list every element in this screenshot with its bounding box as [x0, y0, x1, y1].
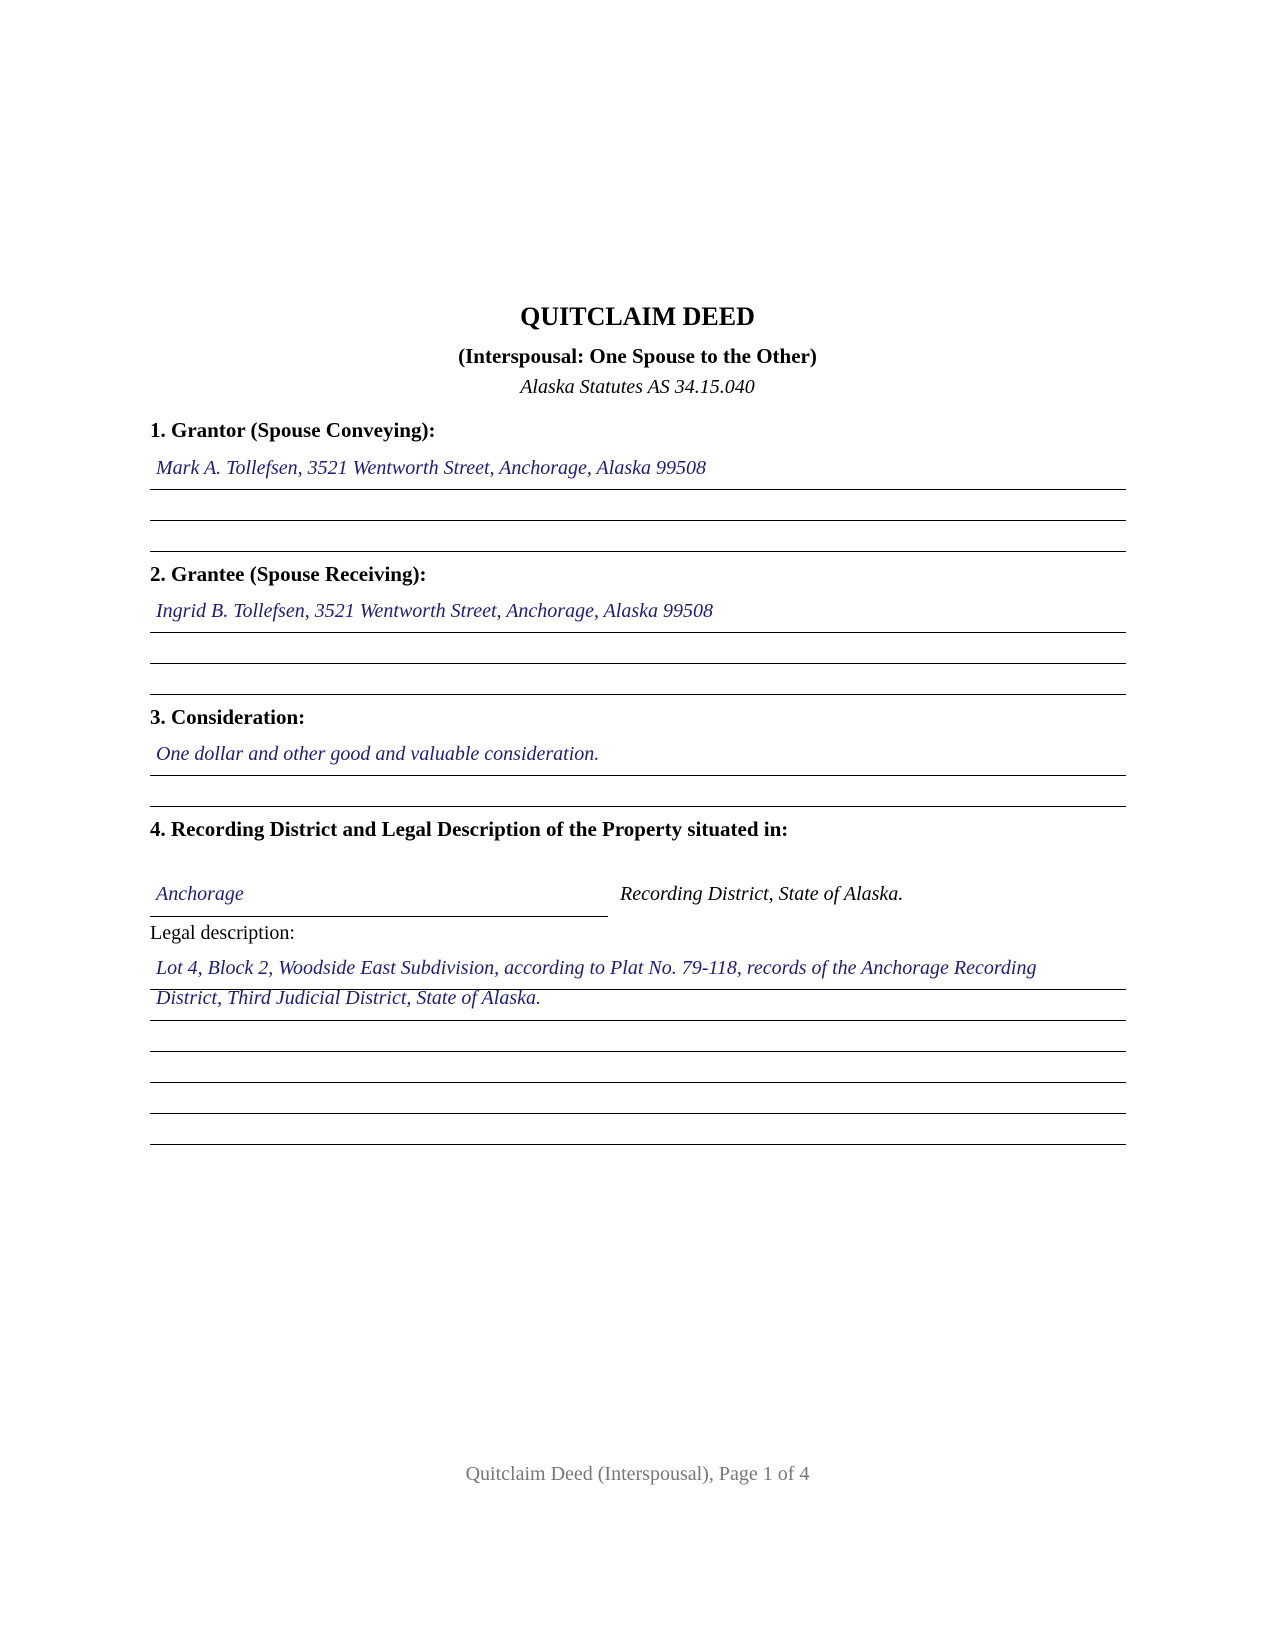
consideration-heading: 3. Consideration: [150, 705, 306, 729]
legal-line-2 [150, 1020, 1126, 1021]
grantor-heading: 1. Grantor (Spouse Conveying): [150, 418, 436, 442]
grantor-value[interactable]: Mark A. Tollefsen, 3521 Wentworth Street, Anchorage, Alaska 99508 [156, 457, 706, 479]
grantor-line-3 [150, 551, 1126, 552]
page-footer: Quitclaim Deed (Interspousal), Page 1 of 4 [465, 1463, 810, 1485]
grantee-heading: 2. Grantee (Spouse Receiving): [150, 562, 427, 586]
grantee-line-2 [150, 663, 1126, 664]
grantor-line-2 [150, 520, 1126, 521]
legal-line-5 [150, 1113, 1126, 1114]
document-subtitle: (Interspousal: One Spouse to the Other) [458, 344, 817, 368]
legal-line-4 [150, 1082, 1126, 1083]
grantor-line-1 [150, 489, 1126, 490]
property-heading: 4. Recording District and Legal Description of the Property situated in: [150, 817, 789, 841]
grantee-line-3 [150, 694, 1126, 695]
consideration-line-2 [150, 806, 1126, 807]
legal-line-3 [150, 1051, 1126, 1052]
legal-line-6 [150, 1144, 1126, 1145]
recording-district-suffix: Recording District, State of Alaska. [620, 883, 904, 905]
legal-description-line-1[interactable]: Lot 4, Block 2, Woodside East Subdivision, according to Plat No. 79-118, records of the Anchorage Recording [156, 957, 1037, 979]
grantee-line-1 [150, 632, 1126, 633]
consideration-value[interactable]: One dollar and other good and valuable consideration. [156, 743, 600, 765]
legal-description-label: Legal description: [150, 922, 295, 944]
consideration-line-1 [150, 775, 1126, 776]
recording-district-value[interactable]: Anchorage [156, 883, 244, 905]
recording-district-line [150, 916, 608, 917]
document-title: QUITCLAIM DEED [520, 302, 755, 331]
legal-description-line-2[interactable]: District, Third Judicial District, State of Alaska. [156, 987, 541, 1009]
statute-reference: Alaska Statutes AS 34.15.040 [520, 376, 755, 398]
grantee-value[interactable]: Ingrid B. Tollefsen, 3521 Wentworth Street, Anchorage, Alaska 99508 [156, 600, 714, 622]
